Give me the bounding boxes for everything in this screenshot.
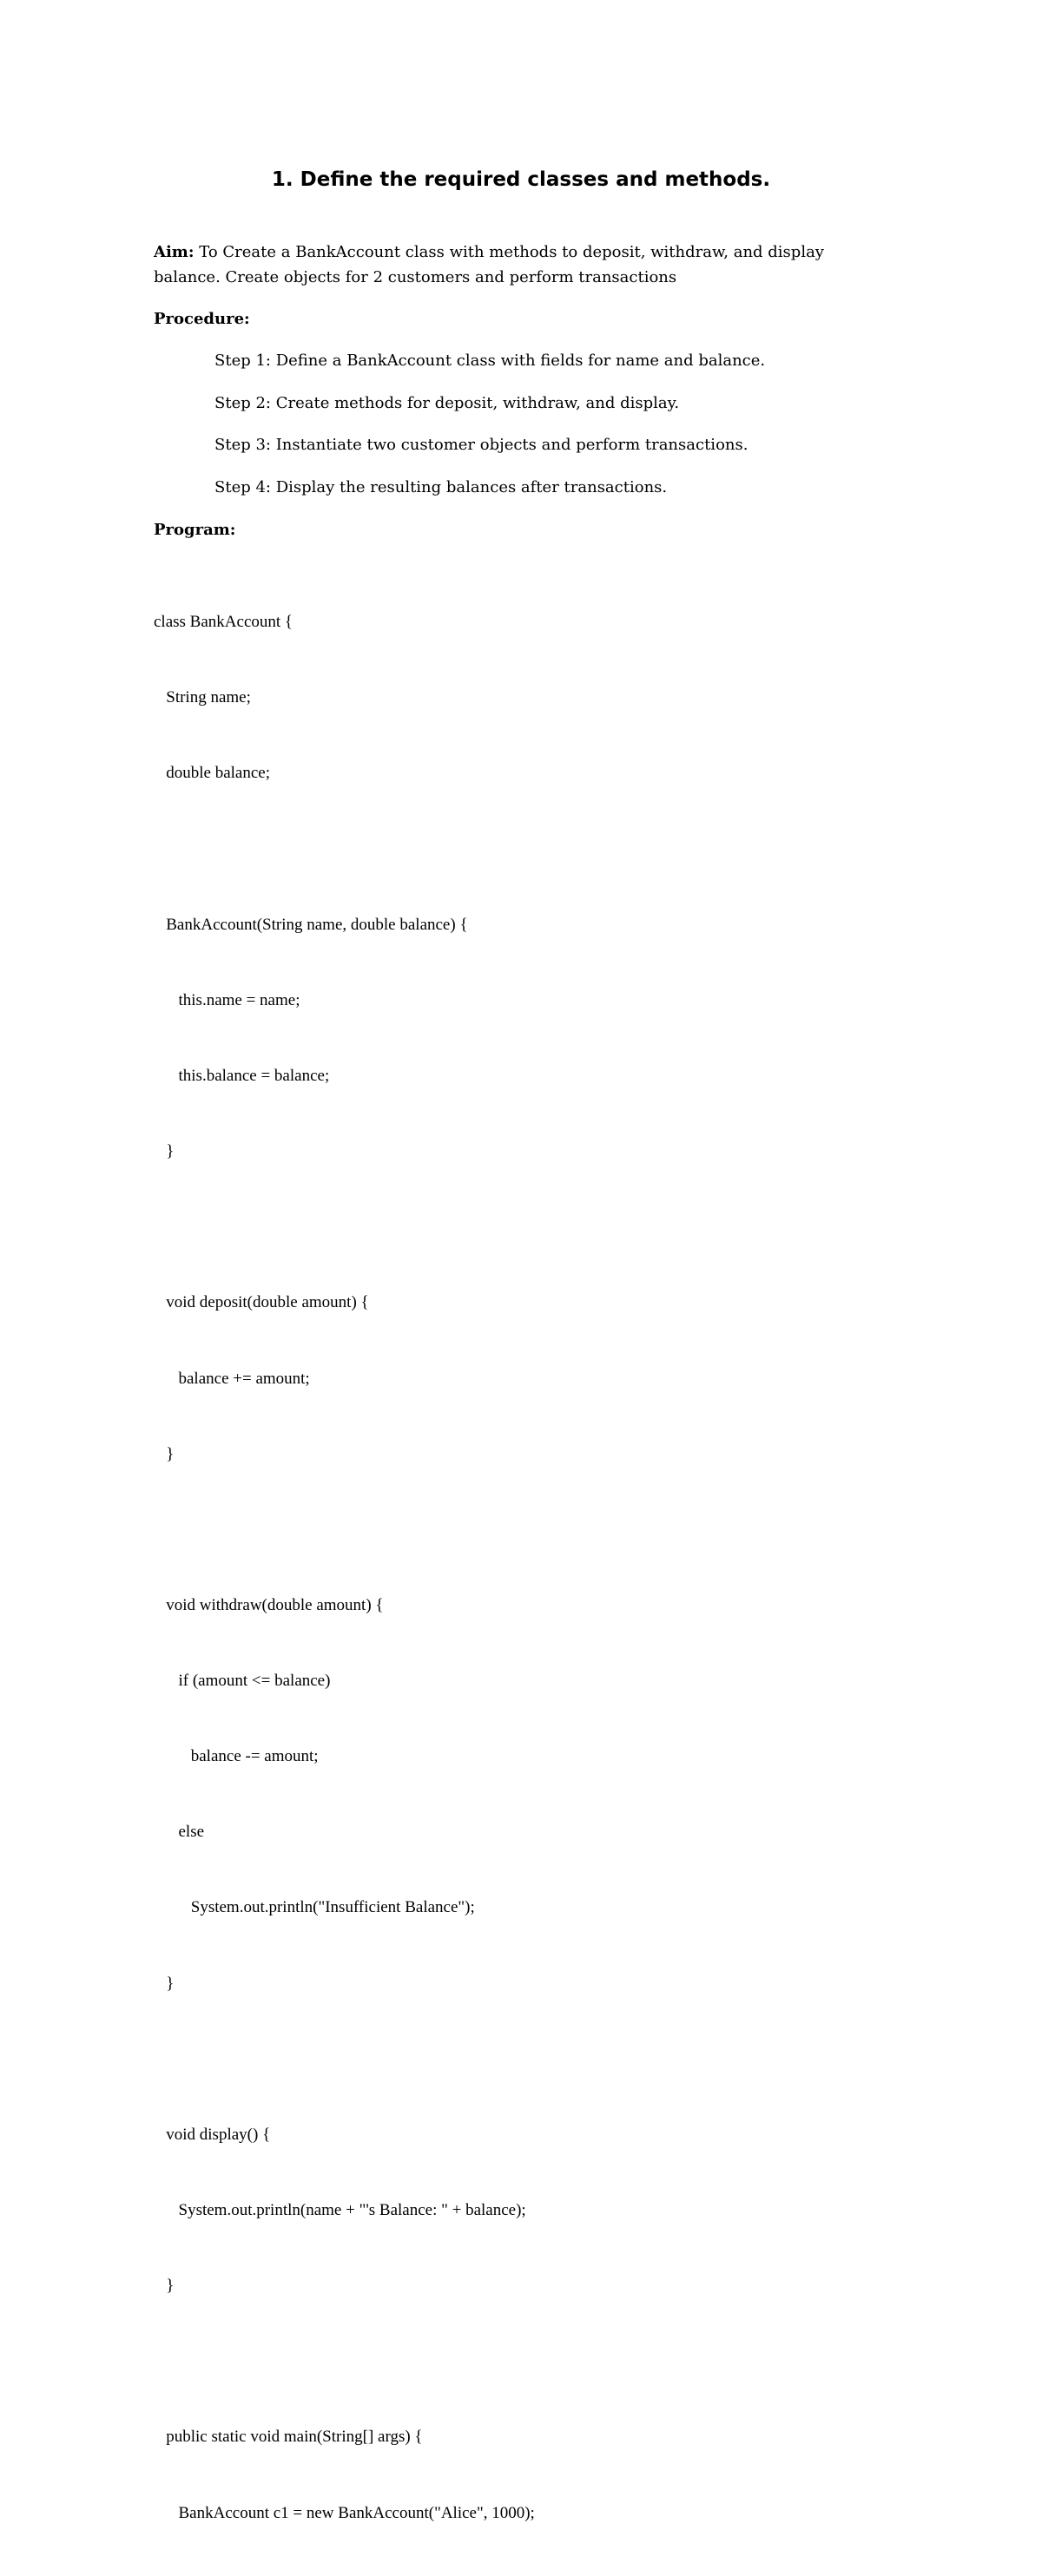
code-line <box>154 2047 535 2072</box>
code-line: } <box>154 2277 175 2296</box>
procedure-heading: Procedure: <box>154 310 250 328</box>
code-line: void deposit(double amount) { <box>154 1293 369 1312</box>
program-code-block <box>154 559 535 2576</box>
code-line: this.name = name; <box>154 990 300 1009</box>
code-line: public static void main(String[] args) { <box>154 2428 423 2447</box>
code-line: System.out.println(name + "'s Balance: " + balance); <box>154 2201 526 2220</box>
code-line: void display() { <box>154 2125 271 2144</box>
code-line: void withdraw(double amount) { <box>154 1595 384 1614</box>
code-line: if (amount <= balance) <box>154 1672 331 1691</box>
aim-label: Aim: <box>154 243 195 261</box>
code-line: System.out.println("Insufficient Balance"); <box>154 1898 475 1917</box>
code-line: this.balance = balance; <box>154 1066 330 1085</box>
code-line: balance += amount; <box>154 1369 310 1388</box>
code-line: class BankAccount { <box>154 613 293 632</box>
procedure-step-3: Step 3: Instantiate two customer objects and perform transactions. <box>214 436 749 454</box>
code-line: double balance; <box>154 764 271 783</box>
code-line <box>154 1214 535 1239</box>
program-heading: Program: <box>154 521 236 539</box>
aim-text-line-1: To Create a BankAccount class with methods to deposit, withdraw, and display <box>194 243 824 261</box>
code-line: balance -= amount; <box>154 1747 319 1766</box>
code-line <box>154 1517 535 1542</box>
code-line: } <box>154 1974 175 1993</box>
page-title: 1. Define the required classes and methods. <box>271 168 771 191</box>
code-line <box>154 837 535 862</box>
code-line: BankAccount c1 = new BankAccount("Alice", 1000); <box>154 2503 535 2522</box>
code-line: else <box>154 1823 205 1842</box>
procedure-step-1: Step 1: Define a BankAccount class with fields for name and balance. <box>214 352 766 370</box>
aim-paragraph <box>154 240 848 290</box>
aim-line-1 <box>154 240 848 265</box>
code-line: String name; <box>154 688 251 707</box>
procedure-step-4: Step 4: Display the resulting balances after transactions. <box>214 478 668 496</box>
code-line <box>154 2349 535 2374</box>
aim-text-line-2: balance. Create objects for 2 customers and perform transactions <box>154 268 677 286</box>
code-line: } <box>154 1142 175 1161</box>
procedure-step-2: Step 2: Create methods for deposit, withdraw, and display. <box>214 394 680 412</box>
code-line: BankAccount(String name, double balance) { <box>154 915 468 934</box>
code-line: } <box>154 1444 175 1463</box>
